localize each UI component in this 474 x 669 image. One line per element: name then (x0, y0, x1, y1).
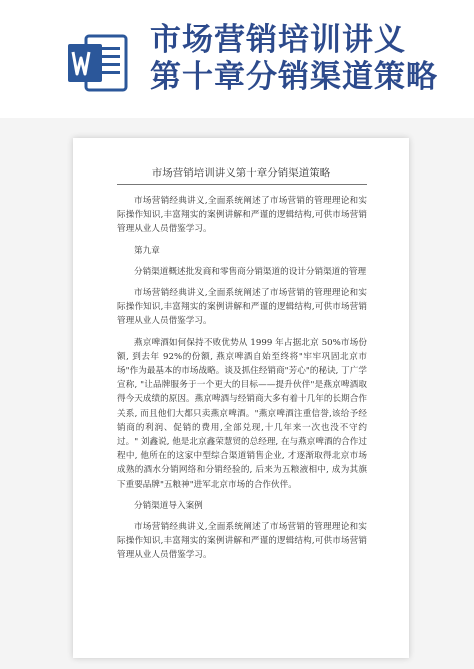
banner (0, 0, 474, 125)
word-document-icon (64, 30, 130, 96)
banner-title-line1: 市场营销培训讲义 (150, 22, 406, 58)
paragraph-intro-repeat: 市场营销经典讲义,全面系统阐述了市场营销的管理理论和实际操作知识,丰富翔实的案例讲解和严谨的逻辑结构,可供市场营销管理从业人员借鉴学习。 (117, 288, 367, 327)
paragraph-intro: 市场营销经典讲义,全面系统阐述了市场营销的管理理论和实际操作知识,丰富翔实的案例讲解和严谨的逻辑结构,可供市场营销管理从业人员借鉴学习。 (117, 196, 367, 235)
banner-title (150, 22, 438, 96)
document-page (73, 138, 409, 658)
document-title: 市场营销培训讲义第十章分销渠道策略 (151, 167, 331, 179)
paragraph-section-heading: 分销渠道导入案例 (134, 500, 203, 511)
title-divider (117, 184, 367, 185)
paragraph-chapter: 第九章 (134, 245, 160, 256)
paragraph-outline: 分销渠道概述批发商和零售商分销渠道的设计分销渠道的管理 (134, 266, 367, 277)
paragraph-closing: 市场营销经典讲义,全面系统阐述了市场营销的管理理论和实际操作知识,丰富翔实的案例讲解和严谨的逻辑结构,可供市场营销管理从业人员借鉴学习。 (117, 522, 367, 561)
document-body (117, 194, 367, 563)
paragraph-case-study: 燕京啤酒如何保持不败优势从 1999 年占据北京 50%市场份额, 到去年 92%的份额, 燕京啤酒自始至终将"牢牢巩固北京市场"作为最基本的市场战略。谈及抓住经销商"芳心"的秘诀, 丁广学宣称, "让品牌服务于一个更大的目标——提升伙伴"是燕京啤酒取得今天成绩的原因。燕京啤酒与经销商大多有着十几年的长期合作关系, 而且他们大都只卖燕京啤酒。"燕京啤酒注重信誉,该给予经销商的利润、促销的费用,全部兑现,十几年来一次也没不守约过。" 刘鑫说, 他是北京鑫荣慧贸的总经理, 在与燕京啤酒的合作过程中, 他所在的这家中型综合渠道销售企业, 才逐渐取得北京市场成熟的酒水分销网络和分销经验的, 后来为五粮液相中, 成为其旗下重要品牌"五粮神"进军北京市场的合作伙伴。 (117, 337, 367, 490)
banner-title-line2: 第十章分销渠道策略 (150, 59, 438, 95)
